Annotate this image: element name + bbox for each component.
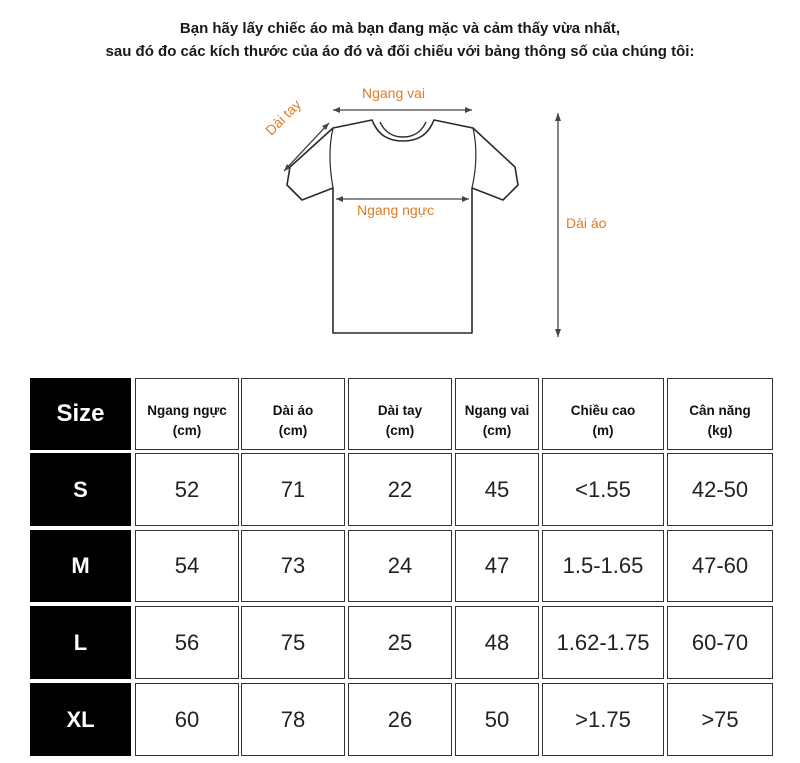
table-cell: >1.75 [542, 683, 664, 756]
column-header-unit: (kg) [707, 423, 733, 438]
table-cell: 1.62-1.75 [542, 606, 664, 679]
column-header-name: Dài áo [272, 403, 314, 418]
shoulder-label: Ngang vai [362, 85, 426, 101]
table-cell: 54 [135, 530, 239, 602]
column-header [135, 378, 239, 450]
table-cell: 1.5-1.65 [542, 530, 664, 602]
column-header-unit: (cm) [385, 423, 415, 438]
column-header-unit: (cm) [172, 423, 202, 438]
table-cell: 71 [241, 453, 345, 526]
column-header [348, 378, 452, 450]
measurement-diagram [0, 75, 800, 355]
column-header-unit: (m) [592, 423, 614, 438]
table-cell: >75 [667, 683, 773, 756]
table-cell: 25 [348, 606, 452, 679]
table-cell: 50 [455, 683, 539, 756]
column-header-name: Cân năng [689, 403, 751, 418]
chest-label: Ngang ngực [357, 202, 435, 218]
column-header-name: Ngang vai [464, 403, 530, 418]
table-cell: 47 [455, 530, 539, 602]
column-header-name: Chiều cao [570, 403, 636, 418]
table-cell: 45 [455, 453, 539, 526]
table-cell: 60 [135, 683, 239, 756]
size-label-cell: M [30, 530, 131, 602]
table-cell: 22 [348, 453, 452, 526]
table-cell: <1.55 [542, 453, 664, 526]
table-cell: 75 [241, 606, 345, 679]
table-cell: 47-60 [667, 530, 773, 602]
table-cell: 26 [348, 683, 452, 756]
sleeve-label: Dài tay [262, 96, 305, 139]
table-cell: 24 [348, 530, 452, 602]
column-header [542, 378, 664, 450]
table-cell: 78 [241, 683, 345, 756]
table-cell: 73 [241, 530, 345, 602]
column-header [667, 378, 773, 450]
table-cell: 42-50 [667, 453, 773, 526]
intro-line-1: Bạn hãy lấy chiếc áo mà bạn đang mặc và cảm thấy vừa nhất, [179, 20, 621, 37]
intro-line-2: sau đó đo các kích thước của áo đó và đối chiếu với bảng thông số của chúng tôi: [105, 43, 695, 60]
column-header [241, 378, 345, 450]
column-header-name: Dài tay [377, 403, 423, 418]
column-header-unit: (cm) [482, 423, 512, 438]
table-cell: 48 [455, 606, 539, 679]
size-header-cell: Size [30, 378, 131, 450]
size-label-cell: L [30, 606, 131, 679]
column-header-unit: (cm) [278, 423, 308, 438]
table-cell: 60-70 [667, 606, 773, 679]
table-cell: 56 [135, 606, 239, 679]
size-label-cell: XL [30, 683, 131, 756]
size-label-cell: S [30, 453, 131, 526]
table-cell: 52 [135, 453, 239, 526]
column-header-name: Ngang ngực [147, 403, 227, 418]
column-header [455, 378, 539, 450]
length-label: Dài áo [566, 215, 607, 231]
